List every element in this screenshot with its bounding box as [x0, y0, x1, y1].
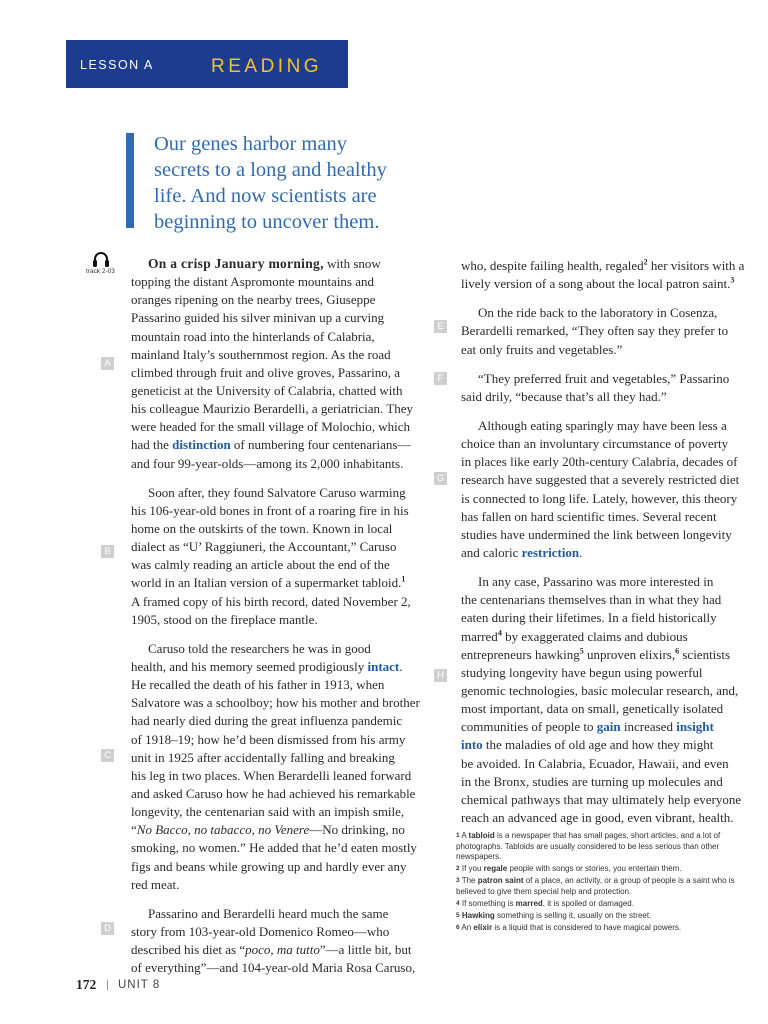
- paragraph-line: “No Bacco, no tabacco, no Venere—No drinking, no: [131, 822, 405, 838]
- paragraph-marker-b: B: [101, 545, 114, 558]
- pull-quote: Our genes harbor many secrets to a long and healthy life. And now scientists are beginning to uncover them.: [154, 133, 387, 233]
- left-column: On a crisp January morning, with snow topping the distant Aspromonte mountains and oranges ripening on the nearby trees, Giuseppe Passarino guided his silver minivan up a curving mountain road into the hinterlands of Calabria, mainland Italy’s southernmost region. As the road climbed through fruit and olive groves, Passarino, a geneticist at the University of Calabria, chatted with his colleague Maurizio Berardelli, a geriatrician. They were headed for the small village of Molochio, which had the distinction of numbering four centenarians— and four 99-year-olds—among its 2,000 inhabitants. Soon after, they found Salvatore Caruso warming his 106-year-old bones in front of a roaring fire in his home on the outskirts of the town. Known in local dialect as “U’ Raggiuneri, the Accountant,” Caruso was calmly reading an article about the end of the world in an Italian version of a supermarket tabloid.$^1$ A framed copy of his birth record, dated November 2, 1905, stood on the fireplace mantle. Caruso told the researchers he was in good health, and his memory seemed prodigiously intact. He recalled the death of his father in 1913, when Salvatore was a schoolboy; how his mother and brother had nearly died during the great influenza pandemic of 1918–19; how he’d been dismissed from his army unit in 1925 after accidentally falling and breaking his leg in two places. When Berardelli leaned forward and asked Caruso how he had achieved his remarkable longevity, the centenarian said with an impish smile, “No Bacco, no tabacco, no Venere—No drinking, no smoking, no women.” He added that he’d eaten mostly figs and beans while growing up and hardly ever any red meat. Passarino and Berardelli heard much the same story from 103-year-old Domenico Romeo—who described his diet as “poco, ma tutto”—a little bit, but of everything”—and 104-year-old Maria Rosa Caruso,: [131, 256, 420, 976]
- paragraph-marker-d: D: [101, 922, 114, 935]
- footnotes: [456, 831, 761, 935]
- vocab-insight[interactable]: insight: [676, 719, 714, 735]
- right-column: who, despite failing health, regaled$^2$ her visitors with a lively version of a song about the local patron saint.$^3$ On the ride back to the laboratory in Cosenza, Berardelli remarked, “They often say they prefer to eat only fruits and vegetables.” “They preferred fruit and vegetables,” Passarino said drily, “because that’s all they had.” Although eating sparingly may have been less a choice than an involuntary circumstance of poverty in places like early 20th-century Calabria, decades of research have suggested that a severely restricted diet is connected to long life. Lately, however, this theory has fallen on hard scientific times. Several recent studies have undermined the link between longevity and caloric restriction. In any case, Passarino was more interested in the centenarians themselves than in what they had eaten during their lifetimes. In a field historically marred$^4$ by exaggerated claims and dubious entrepreneurs hawking$^5$ unproven elixirs,$^6$ scientists studying longevity have begun using powerful genomic technologies, basic molecular research, and, most important, data on small, genetically isolated communities of people to gain increased insight into the maladies of old age and how they might be avoided. In Calabria, Ecuador, Hawaii, and even in the Bronx, studies are turning up molecules and chemical pathways that may ultimately help everyone reach an advanced age in good, even vibrant, health.: [461, 257, 745, 825]
- footnote: $^4$ If something is marred, it is spoiled or damaged.: [456, 899, 634, 909]
- paragraph-line: and caloric restriction.: [461, 544, 583, 560]
- page-number: 172: [76, 977, 97, 992]
- vocab-gain[interactable]: gain: [596, 719, 621, 735]
- paragraph-line: world in an Italian version of a supermarket tabloid.$^1$: [131, 575, 406, 591]
- paragraph-line: entrepreneurs hawking$^5$ unproven elixirs,$^6$ scientists: [461, 646, 731, 662]
- quote-bar: [126, 133, 134, 228]
- paragraph-line: lively version of a song about the local patron saint.$^3$: [461, 275, 735, 292]
- paragraph-line: health, and his memory seemed prodigiously intact.: [131, 658, 403, 674]
- footer-separator: |: [106, 979, 109, 991]
- paragraph-line: marred$^4$ by exaggerated claims and dubious: [461, 628, 688, 644]
- footnote-ref[interactable]: 1: [401, 575, 406, 585]
- footnote-ref[interactable]: 3: [730, 275, 735, 285]
- track-label: track 2-03: [86, 268, 115, 275]
- vocab-restriction[interactable]: restriction: [521, 544, 580, 560]
- paragraph-marker-g: G: [434, 472, 447, 485]
- unit-label: UNIT 8: [118, 979, 161, 991]
- paragraph-marker-c: C: [101, 749, 114, 762]
- footnote-ref[interactable]: 2: [643, 257, 648, 267]
- footnote-ref[interactable]: 4: [497, 628, 502, 638]
- paragraph-line: who, despite failing health, regaled$^2$ her visitors with a: [461, 257, 745, 273]
- paragraph-marker-f: F: [434, 372, 447, 385]
- paragraph-line: communities of people to gain increased insight: [461, 719, 714, 735]
- lesson-label: LESSON A: [80, 58, 154, 72]
- footnote: $^3$ The patron saint of a place, an activity, or a group of people is a saint who is believed to give them special help and protection.: [456, 876, 735, 896]
- headphones-icon[interactable]: [92, 252, 110, 267]
- section-title: READING: [211, 56, 323, 77]
- vocab-distinction[interactable]: distinction: [172, 437, 231, 453]
- vocab-into[interactable]: into: [461, 737, 483, 753]
- footnote-ref[interactable]: 6: [675, 646, 680, 656]
- footnote-ref[interactable]: 5: [579, 646, 584, 656]
- footnote: $^6$ An elixir is a liquid that is considered to have magical powers.: [456, 923, 682, 933]
- footnote: $^2$ If you regale people with songs or stories, you entertain them.: [456, 864, 682, 874]
- footnote: $^5$ Hawking something is selling it, usually on the street.: [456, 911, 652, 921]
- footnote: $^1$ A tabloid is a newspaper that has small pages, short articles, and a lot of photographs. Tabloids are usually considered to be less serious than other newspapers.: [456, 831, 721, 862]
- paragraph-line: described his diet as “poco, ma tutto”—a little bit, but: [131, 942, 412, 958]
- paragraph-marker-h: H: [434, 669, 447, 682]
- paragraph-line: into the maladies of old age and how they might: [461, 737, 714, 753]
- paragraph-marker-a: A: [101, 357, 114, 370]
- paragraph-line: On a crisp January morning, with snow: [148, 256, 381, 271]
- vocab-intact[interactable]: intact: [367, 658, 400, 674]
- paragraph-marker-e: E: [434, 320, 447, 333]
- paragraph-line: had the distinction of numbering four centenarians—: [131, 437, 411, 453]
